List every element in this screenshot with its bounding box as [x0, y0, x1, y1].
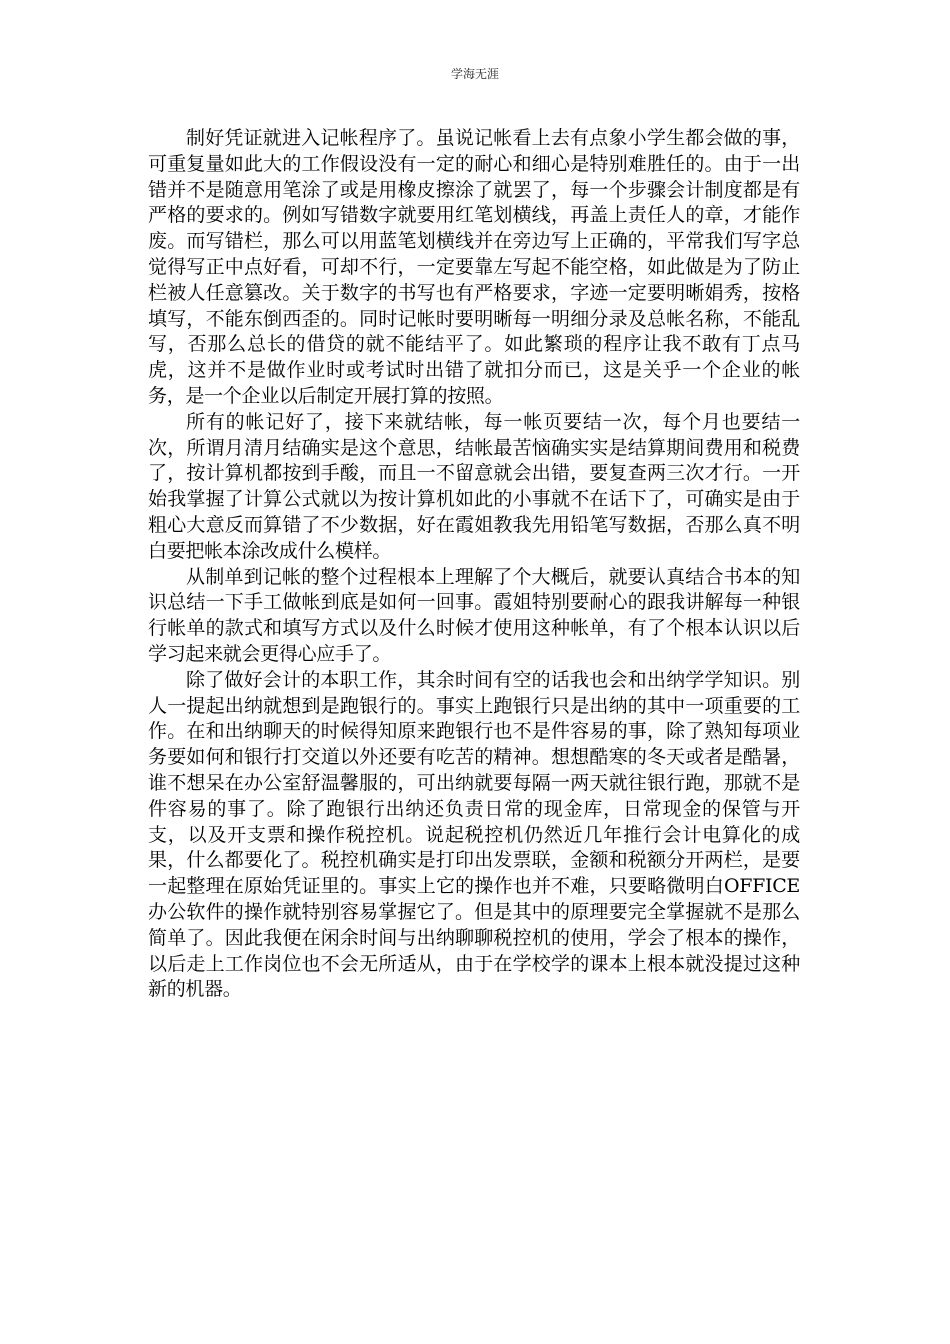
- paragraph-bookkeeping: 制好凭证就进入记帐程序了。虽说记帐看上去有点象小学生都会做的事，可重复量如此大的工作假设没有一定的耐心和细心是特别难胜任的。由于一出错并不是随意用笔涂了或是用橡皮擦涂了就罢了，每一个步骤会计制度都是有严格的要求的。例如写错数字就要用红笔划横线，再盖上责任人的章，才能作废。而写错栏，那么可以用蓝笔划横线并在旁边写上正确的，平常我们写字总觉得写正中点好看，可却不行，一定要靠左写起不能空格，如此做是为了防止栏被人任意篡改。关于数字的书写也有严格要求，字迹一定要明晰娟秀，按格填写，不能东倒西歪的。同时记帐时要明晰每一明细分录及总帐名称，不能乱写，否那么总长的借贷的就不能结平了。如此繁琐的程序让我不敢有丁点马虎，这并不是做作业时或考试时出错了就扣分而已，这是关乎一个企业的帐务，是一个企业以后制定开展打算的按照。: [148, 127, 800, 407]
- paragraph-summary: 从制单到记帐的整个过程根本上理解了个大概后，就要认真结合书本的知识总结一下手工做帐到底是如何一回事。霞姐特别要耐心的跟我讲解每一种银行帐单的款式和填写方式以及什么时候才使用这种帐单，有了个根本认识以后学习起来就会更得心应手了。: [148, 565, 800, 665]
- document-body: [148, 126, 800, 1003]
- paragraph-cashier: 除了做好会计的本职工作，其余时间有空的话我也会和出纳学学知识。别人一提起出纳就想到是跑银行的。事实上跑银行只是出纳的其中一项重要的工作。在和出纳聊天的时候得知原来跑银行也不是件容易的事，除了熟知每项业务要如何和银行打交道以外还要有吃苦的精神。想想酷寒的冬天或者是酷暑，谁不想呆在办公室舒温馨服的，可出纳就要每隔一两天就往银行跑，那就不是件容易的事了。除了跑银行出纳还负责日常的现金库，日常现金的保管与开支，以及开支票和操作税控机。说起税控机仍然近几年推行会计电算化的成果，什么都要化了。税控机确实是打印出发票联，金额和税额分开两栏，是要一起整理在原始凭证里的。事实上它的操作也并不难，只要略微明白OFFICE办公软件的操作就特别容易掌握它了。但是其中的原理要完全掌握就不是那么简单了。因此我便在闲余时间与出纳聊聊税控机的使用，学会了根本的操作，以后走上工作岗位也不会无所适从，由于在学校学的课本上根本就没提过这种新的机器。: [148, 668, 800, 1001]
- paragraph-closing-accounts: 所有的帐记好了，接下来就结帐，每一帐页要结一次，每个月也要结一次，所谓月清月结确实是这个意思，结帐最苦恼确实实是结算期间费用和税费了，按计算机都按到手酸，而且一不留意就会出错，要复查两三次才行。一开始我掌握了计算公式就以为按计算机如此的小事就不在话下了，可确实是由于粗心大意反而算错了不少数据，好在霞姐教我先用铅笔写数据，否那么真不明白要把帐本涂改成什么模样。: [148, 410, 800, 562]
- page-header-title: 学海无涯: [450, 67, 499, 81]
